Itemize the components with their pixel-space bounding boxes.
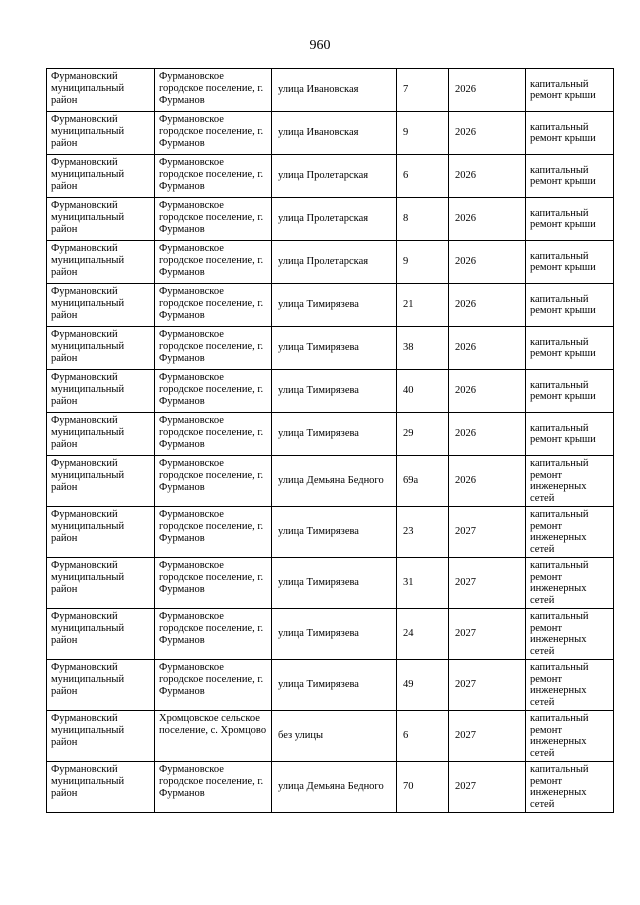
house-number-cell: 7 — [397, 69, 449, 112]
settlement-cell: Фурмановское городское поселение, г. Фурманов — [155, 413, 272, 456]
work-type-cell: капитальный ремонт крыши — [526, 112, 614, 155]
work-type-cell: капитальный ремонт крыши — [526, 370, 614, 413]
district-cell: Фурмановский муниципальный район — [47, 609, 155, 660]
table-row — [47, 456, 614, 507]
work-type-cell: капитальный ремонт инженерных сетей — [526, 762, 614, 813]
house-number-cell: 9 — [397, 112, 449, 155]
work-type-cell: капитальный ремонт крыши — [526, 284, 614, 327]
settlement-cell: Фурмановское городское поселение, г. Фурманов — [155, 660, 272, 711]
district-cell: Фурмановский муниципальный район — [47, 660, 155, 711]
table-row — [47, 711, 614, 762]
page-number: 960 — [309, 38, 331, 53]
table-row — [47, 370, 614, 413]
work-type-cell: капитальный ремонт инженерных сетей — [526, 609, 614, 660]
settlement-cell: Фурмановское городское поселение, г. Фурманов — [155, 609, 272, 660]
house-number-cell: 40 — [397, 370, 449, 413]
work-type-cell: капитальный ремонт крыши — [526, 69, 614, 112]
street-cell: улица Демьяна Бедного — [272, 456, 397, 507]
street-cell: улица Тимирязева — [272, 327, 397, 370]
settlement-cell: Фурмановское городское поселение, г. Фурманов — [155, 69, 272, 112]
house-number-cell: 8 — [397, 198, 449, 241]
street-cell: улица Тимирязева — [272, 284, 397, 327]
year-cell: 2026 — [449, 198, 526, 241]
year-cell: 2026 — [449, 456, 526, 507]
house-number-cell: 38 — [397, 327, 449, 370]
table-row — [47, 558, 614, 609]
district-cell: Фурмановский муниципальный район — [47, 456, 155, 507]
district-cell: Фурмановский муниципальный район — [47, 413, 155, 456]
table-row — [47, 507, 614, 558]
street-cell: улица Тимирязева — [272, 609, 397, 660]
settlement-cell: Фурмановское городское поселение, г. Фурманов — [155, 284, 272, 327]
street-cell: улица Тимирязева — [272, 370, 397, 413]
street-cell: без улицы — [272, 711, 397, 762]
table-row — [47, 609, 614, 660]
street-cell: улица Тимирязева — [272, 507, 397, 558]
table-row — [47, 327, 614, 370]
year-cell: 2026 — [449, 112, 526, 155]
district-cell: Фурмановский муниципальный район — [47, 507, 155, 558]
house-number-cell: 9 — [397, 241, 449, 284]
street-cell: улица Тимирязева — [272, 558, 397, 609]
street-cell: улица Демьяна Бедного — [272, 762, 397, 813]
table-row — [47, 112, 614, 155]
settlement-cell: Фурмановское городское поселение, г. Фурманов — [155, 198, 272, 241]
settlement-cell: Фурмановское городское поселение, г. Фурманов — [155, 112, 272, 155]
settlement-cell: Фурмановское городское поселение, г. Фурманов — [155, 507, 272, 558]
table-row — [47, 284, 614, 327]
work-type-cell: капитальный ремонт инженерных сетей — [526, 507, 614, 558]
year-cell: 2027 — [449, 660, 526, 711]
street-cell: улица Пролетарская — [272, 241, 397, 284]
district-cell: Фурмановский муниципальный район — [47, 558, 155, 609]
work-type-cell: капитальный ремонт крыши — [526, 327, 614, 370]
table-row — [47, 241, 614, 284]
house-number-cell: 31 — [397, 558, 449, 609]
district-cell: Фурмановский муниципальный район — [47, 69, 155, 112]
work-type-cell: капитальный ремонт крыши — [526, 155, 614, 198]
district-cell: Фурмановский муниципальный район — [47, 241, 155, 284]
year-cell: 2027 — [449, 711, 526, 762]
street-cell: улица Пролетарская — [272, 198, 397, 241]
table-row — [47, 155, 614, 198]
work-type-cell: капитальный ремонт инженерных сетей — [526, 660, 614, 711]
settlement-cell: Фурмановское городское поселение, г. Фурманов — [155, 155, 272, 198]
district-cell: Фурмановский муниципальный район — [47, 711, 155, 762]
table-row — [47, 413, 614, 456]
table-row — [47, 660, 614, 711]
year-cell: 2026 — [449, 69, 526, 112]
district-cell: Фурмановский муниципальный район — [47, 284, 155, 327]
year-cell: 2027 — [449, 762, 526, 813]
settlement-cell: Хромцовское сельское поселение, с. Хромцово — [155, 711, 272, 762]
repair-schedule-table — [46, 68, 614, 813]
street-cell: улица Пролетарская — [272, 155, 397, 198]
year-cell: 2027 — [449, 558, 526, 609]
district-cell: Фурмановский муниципальный район — [47, 370, 155, 413]
year-cell: 2026 — [449, 284, 526, 327]
year-cell: 2026 — [449, 327, 526, 370]
work-type-cell: капитальный ремонт инженерных сетей — [526, 558, 614, 609]
year-cell: 2027 — [449, 609, 526, 660]
table-row — [47, 69, 614, 112]
year-cell: 2026 — [449, 413, 526, 456]
street-cell: улица Ивановская — [272, 112, 397, 155]
settlement-cell: Фурмановское городское поселение, г. Фурманов — [155, 327, 272, 370]
settlement-cell: Фурмановское городское поселение, г. Фурманов — [155, 762, 272, 813]
year-cell: 2026 — [449, 370, 526, 413]
house-number-cell: 49 — [397, 660, 449, 711]
house-number-cell: 23 — [397, 507, 449, 558]
house-number-cell: 24 — [397, 609, 449, 660]
district-cell: Фурмановский муниципальный район — [47, 762, 155, 813]
work-type-cell: капитальный ремонт крыши — [526, 241, 614, 284]
district-cell: Фурмановский муниципальный район — [47, 112, 155, 155]
table-row — [47, 198, 614, 241]
year-cell: 2026 — [449, 241, 526, 284]
house-number-cell: 6 — [397, 155, 449, 198]
house-number-cell: 70 — [397, 762, 449, 813]
work-type-cell: капитальный ремонт крыши — [526, 198, 614, 241]
settlement-cell: Фурмановское городское поселение, г. Фурманов — [155, 241, 272, 284]
house-number-cell: 29 — [397, 413, 449, 456]
district-cell: Фурмановский муниципальный район — [47, 155, 155, 198]
street-cell: улица Тимирязева — [272, 660, 397, 711]
settlement-cell: Фурмановское городское поселение, г. Фурманов — [155, 456, 272, 507]
settlement-cell: Фурмановское городское поселение, г. Фурманов — [155, 370, 272, 413]
district-cell: Фурмановский муниципальный район — [47, 198, 155, 241]
street-cell: улица Ивановская — [272, 69, 397, 112]
work-type-cell: капитальный ремонт инженерных сетей — [526, 711, 614, 762]
house-number-cell: 21 — [397, 284, 449, 327]
district-cell: Фурмановский муниципальный район — [47, 327, 155, 370]
table-row — [47, 762, 614, 813]
work-type-cell: капитальный ремонт инженерных сетей — [526, 456, 614, 507]
settlement-cell: Фурмановское городское поселение, г. Фурманов — [155, 558, 272, 609]
street-cell: улица Тимирязева — [272, 413, 397, 456]
year-cell: 2027 — [449, 507, 526, 558]
house-number-cell: 6 — [397, 711, 449, 762]
house-number-cell: 69а — [397, 456, 449, 507]
year-cell: 2026 — [449, 155, 526, 198]
work-type-cell: капитальный ремонт крыши — [526, 413, 614, 456]
